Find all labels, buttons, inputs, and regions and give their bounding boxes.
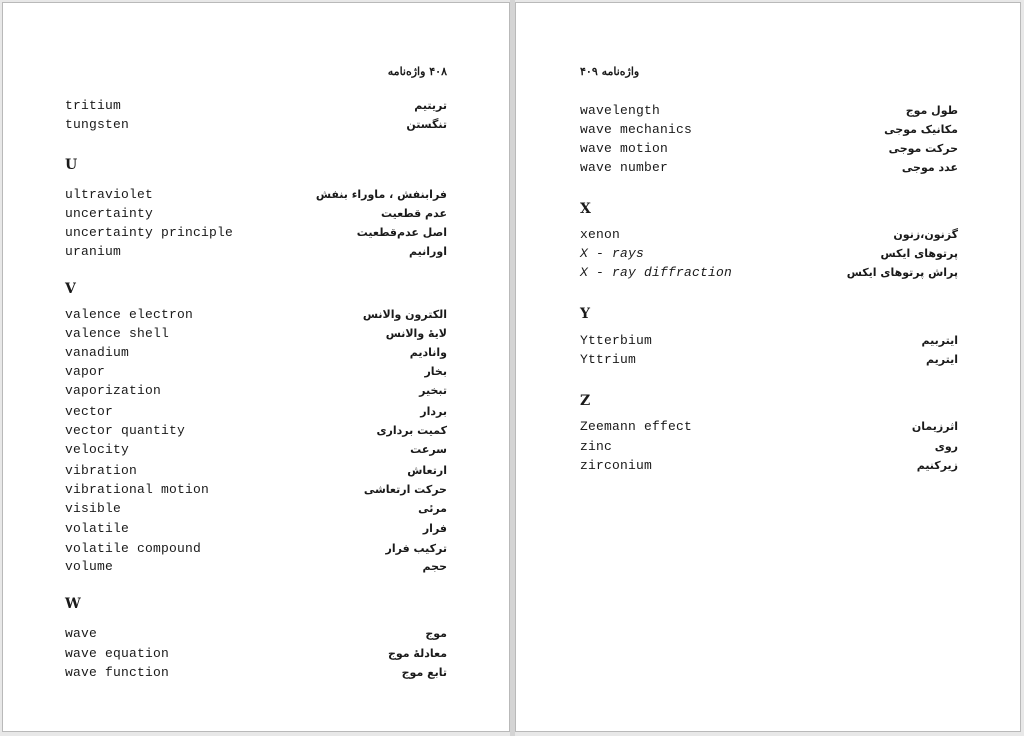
persian-term: عدد موجی xyxy=(901,161,958,174)
section-letter: Y xyxy=(580,306,590,322)
persian-term: تریتیم xyxy=(414,99,447,112)
glossary-entry xyxy=(3,324,509,343)
glossary-entry xyxy=(516,120,1020,139)
glossary-entry xyxy=(3,644,509,663)
english-term: uranium xyxy=(65,244,122,259)
glossary-entry xyxy=(516,244,1020,263)
english-term: wave motion xyxy=(580,141,669,156)
persian-term: گزنون،زنون xyxy=(893,228,958,241)
english-term: wave equation xyxy=(65,646,170,661)
english-term: Ytterbium xyxy=(580,333,653,348)
glossary-entry xyxy=(516,158,1020,177)
english-term: tungsten xyxy=(65,117,130,132)
english-term: volatile xyxy=(65,521,130,536)
page-header: واژه‌نامه ۴۰۹ xyxy=(580,65,640,78)
persian-term: عدم قطعیت xyxy=(380,207,447,220)
persian-term: وانادیم xyxy=(409,346,447,359)
right-page xyxy=(515,2,1021,732)
glossary-entry xyxy=(3,557,509,576)
glossary-entry xyxy=(3,421,509,440)
english-term: valence electron xyxy=(65,307,194,322)
glossary-entry xyxy=(3,305,509,324)
section-letter: W xyxy=(65,596,81,612)
persian-term: ایتربیم xyxy=(921,334,958,347)
persian-term: کمیت برداری xyxy=(376,424,447,437)
persian-term: طول موج xyxy=(905,104,958,117)
glossary-entry xyxy=(3,663,509,682)
english-term: wave mechanics xyxy=(580,122,693,137)
glossary-entry xyxy=(3,499,509,518)
glossary-entry xyxy=(516,350,1020,369)
persian-term: اصل عدم‌قطعیت xyxy=(356,226,447,239)
persian-term: حرکت ارتعاشی xyxy=(363,483,447,496)
english-term: volatile compound xyxy=(65,541,202,556)
section-letter: Z xyxy=(580,393,591,409)
glossary-entry xyxy=(3,624,509,643)
english-term: X - ray diffraction xyxy=(580,265,733,280)
persian-term: اثرزیمان xyxy=(911,420,958,433)
glossary-entry xyxy=(3,343,509,362)
persian-term: لایهٔ والانس xyxy=(385,327,447,340)
english-term: tritium xyxy=(65,98,122,113)
glossary-entry xyxy=(3,539,509,558)
english-term: wave number xyxy=(580,160,669,175)
glossary-entry xyxy=(3,440,509,459)
glossary-entry xyxy=(3,461,509,480)
english-term: zinc xyxy=(580,439,613,454)
english-term: uncertainty principle xyxy=(65,225,234,240)
glossary-entry xyxy=(3,362,509,381)
persian-term: اورانیم xyxy=(409,245,447,258)
glossary-entry xyxy=(3,402,509,421)
persian-term: ترکیب فرار xyxy=(385,542,447,555)
english-term: velocity xyxy=(65,442,130,457)
english-term: uncertainty xyxy=(65,206,154,221)
glossary-entry xyxy=(3,115,509,134)
english-term: wave xyxy=(65,626,98,641)
persian-term: مکانیک موجی xyxy=(884,123,958,136)
glossary-entry xyxy=(516,456,1020,475)
persian-term: بردار xyxy=(420,405,447,418)
persian-term: موج xyxy=(425,627,447,640)
persian-term: زیرکنیم xyxy=(916,459,958,472)
persian-term: مرئی xyxy=(418,502,447,515)
english-term: visible xyxy=(65,501,122,516)
persian-term: تابع موج xyxy=(401,666,447,679)
glossary-entry xyxy=(3,204,509,223)
persian-term: الکترون والانس xyxy=(362,308,447,321)
english-term: wave function xyxy=(65,665,170,680)
english-term: zirconium xyxy=(580,458,653,473)
glossary-entry xyxy=(3,223,509,242)
english-term: xenon xyxy=(580,227,621,242)
glossary-entry xyxy=(516,263,1020,282)
english-term: X - rays xyxy=(580,246,645,261)
persian-term: بخار xyxy=(424,365,447,378)
persian-term: پرتوهای ایکس xyxy=(880,247,958,260)
glossary-entry xyxy=(516,331,1020,350)
persian-term: فرار xyxy=(422,522,447,535)
left-page xyxy=(2,2,510,732)
glossary-entry xyxy=(516,139,1020,158)
glossary-entry xyxy=(516,417,1020,436)
persian-term: حرکت موجی xyxy=(888,142,958,155)
english-term: Zeemann effect xyxy=(580,419,693,434)
english-term: vibration xyxy=(65,463,138,478)
section-letter: V xyxy=(65,281,76,297)
glossary-entry xyxy=(516,101,1020,120)
persian-term: روی xyxy=(934,440,958,453)
persian-term: ایتریم xyxy=(926,353,958,366)
english-term: Yttrium xyxy=(580,352,637,367)
persian-term: پراش پرتوهای ایکس xyxy=(846,266,958,279)
section-letter: X xyxy=(580,201,591,217)
english-term: vector xyxy=(65,404,114,419)
english-term: vapor xyxy=(65,364,106,379)
glossary-entry xyxy=(516,225,1020,244)
english-term: valence shell xyxy=(65,326,170,341)
persian-term: حجم xyxy=(422,560,447,573)
english-term: wavelength xyxy=(580,103,661,118)
english-term: ultraviolet xyxy=(65,187,154,202)
glossary-entry xyxy=(3,381,509,400)
section-letter: U xyxy=(65,157,78,173)
page-header: ۴۰۸ واژه‌نامه xyxy=(387,65,447,78)
persian-term: تبخیر xyxy=(419,384,447,397)
persian-term: ارتعاش xyxy=(407,464,447,477)
english-term: vector quantity xyxy=(65,423,186,438)
persian-term: معادلهٔ موج xyxy=(387,647,447,660)
glossary-entry xyxy=(3,242,509,261)
persian-term: سرعت xyxy=(410,443,447,456)
english-term: vanadium xyxy=(65,345,130,360)
glossary-entry xyxy=(516,437,1020,456)
persian-term: فرابنفش ، ماوراء بنفش xyxy=(315,188,447,201)
glossary-entry xyxy=(3,185,509,204)
english-term: volume xyxy=(65,559,114,574)
english-term: vaporization xyxy=(65,383,162,398)
glossary-entry xyxy=(3,519,509,538)
glossary-entry xyxy=(3,96,509,115)
glossary-entry xyxy=(3,480,509,499)
persian-term: تنگستن xyxy=(406,118,447,131)
english-term: vibrational motion xyxy=(65,482,210,497)
